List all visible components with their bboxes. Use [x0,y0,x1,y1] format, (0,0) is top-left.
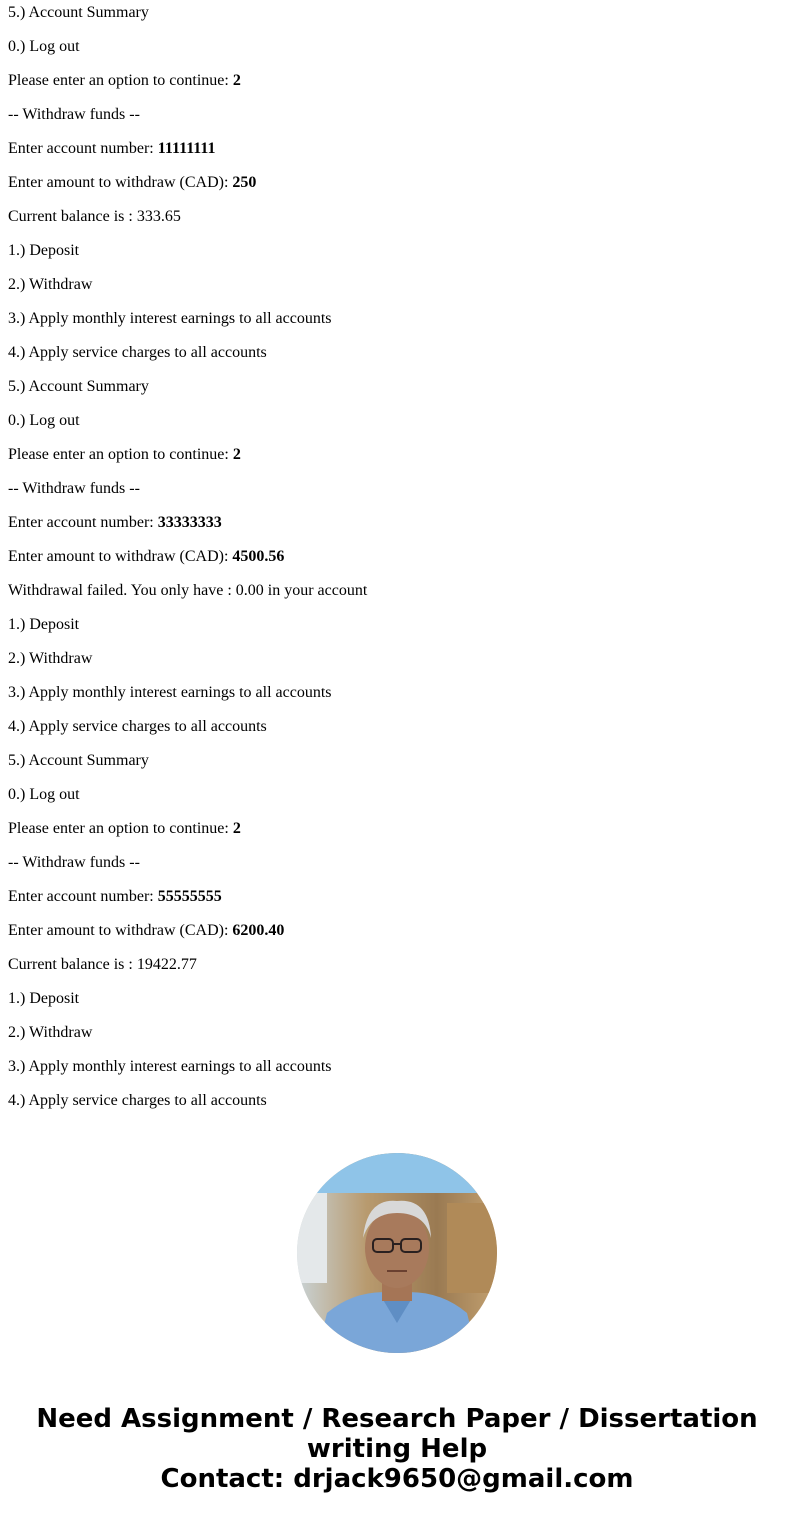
transcript-line [8,650,786,668]
transcript-line [8,140,786,158]
transcript-line [8,616,786,634]
user-input-value: 4500.56 [232,548,285,565]
transcript-line [8,684,786,702]
transcript-text: Current balance is : 19422.77 [8,956,197,973]
user-input-value: 33333333 [157,514,222,531]
transcript-text: -- Withdraw funds -- [8,106,140,123]
transcript-line [8,956,786,974]
transcript-line [8,4,786,22]
user-input-value: 11111111 [157,140,216,157]
transcript-text: Enter amount to withdraw (CAD): [8,548,233,565]
transcript-text: 1.) Deposit [8,616,80,633]
transcript-line [8,72,786,90]
transcript-line [8,752,786,770]
footer-line-1: Need Assignment / Research Paper / Dissertation [36,1404,758,1434]
transcript-line [8,922,786,940]
transcript-text: 5.) Account Summary [8,4,149,21]
transcript-line [8,310,786,328]
user-input-value: 250 [232,174,257,191]
transcript-text: Current balance is : 333.65 [8,208,181,225]
transcript-text: 4.) Apply service charges to all accounts [8,718,267,735]
avatar [297,1153,497,1353]
transcript-text: Please enter an option to continue: [8,72,233,89]
transcript-line [8,412,786,430]
user-input-value: 2 [232,820,241,837]
transcript-text: Enter amount to withdraw (CAD): [8,922,233,939]
transcript-text: -- Withdraw funds -- [8,480,140,497]
transcript-line [8,480,786,498]
transcript-line [8,446,786,464]
transcript-text: 0.) Log out [8,38,80,55]
transcript-text: 1.) Deposit [8,242,80,259]
transcript-line [8,174,786,192]
transcript-text: 5.) Account Summary [8,378,149,395]
transcript-text: 1.) Deposit [8,990,80,1007]
transcript-line [8,378,786,396]
transcript-text: 2.) Withdraw [8,650,93,667]
transcript-line [8,276,786,294]
transcript-line [8,1024,786,1042]
console-transcript [8,0,786,1126]
person-photo-icon [297,1153,497,1353]
transcript-line [8,514,786,532]
transcript-text: 4.) Apply service charges to all accounts [8,1092,267,1109]
transcript-text: Enter account number: [8,514,158,531]
transcript-text: Enter account number: [8,888,158,905]
transcript-line [8,208,786,226]
transcript-line [8,854,786,872]
transcript-line [8,1058,786,1076]
transcript-line [8,242,786,260]
transcript-line [8,786,786,804]
user-input-value: 2 [232,72,241,89]
transcript-line [8,38,786,56]
transcript-line [8,106,786,124]
footer-contact [0,1404,794,1494]
transcript-text: 2.) Withdraw [8,276,93,293]
transcript-text: -- Withdraw funds -- [8,854,140,871]
user-input-value: 55555555 [157,888,222,905]
transcript-text: Enter account number: [8,140,158,157]
footer-contact-email: Contact: drjack9650@gmail.com [160,1464,634,1494]
transcript-text: Withdrawal failed. You only have : 0.00 in your account [8,582,368,599]
transcript-text: 3.) Apply monthly interest earnings to all accounts [8,684,332,701]
user-input-value: 2 [232,446,241,463]
transcript-line [8,820,786,838]
transcript-text: 3.) Apply monthly interest earnings to all accounts [8,1058,332,1075]
transcript-line [8,1092,786,1110]
transcript-line [8,990,786,1008]
transcript-text: Enter amount to withdraw (CAD): [8,174,233,191]
transcript-line [8,548,786,566]
transcript-line [8,344,786,362]
transcript-text: 0.) Log out [8,412,80,429]
transcript-line [8,718,786,736]
footer-line-2: writing Help [306,1434,488,1464]
transcript-line [8,582,786,600]
user-input-value: 6200.40 [232,922,285,939]
transcript-text: Please enter an option to continue: [8,820,233,837]
transcript-text: 0.) Log out [8,786,80,803]
transcript-text: 3.) Apply monthly interest earnings to all accounts [8,310,332,327]
transcript-text: Please enter an option to continue: [8,446,233,463]
transcript-line [8,888,786,906]
transcript-text: 5.) Account Summary [8,752,149,769]
transcript-text: 4.) Apply service charges to all accounts [8,344,267,361]
transcript-text: 2.) Withdraw [8,1024,93,1041]
